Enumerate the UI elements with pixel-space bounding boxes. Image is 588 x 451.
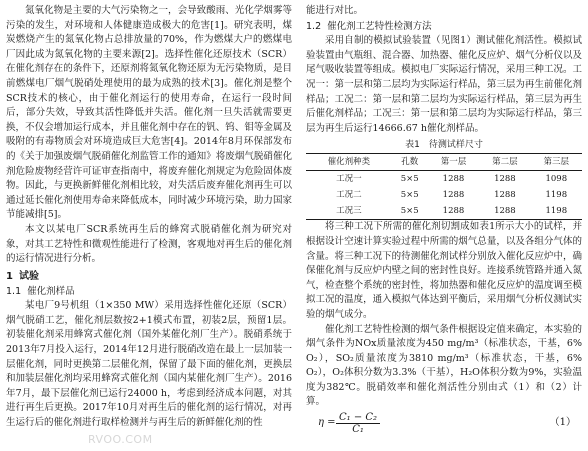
table-cell: 5×5 — [400, 174, 419, 185]
table-header-row — [306, 154, 582, 171]
site-watermark: RVOO.COM — [88, 433, 153, 446]
table-cell: 1288 — [442, 206, 465, 217]
intro-paragraph: 氮氧化物是主要的大气污染物之一，会导致酸雨、光化学烟雾等污染的发生，对环境和人体健康造成极大的危害[1]。研究表明，煤炭燃烧产生的氮氧化物占总排放量的70%，作为燃煤大户的燃煤电厂因此成为氮氧化物的主要来源[2]。选择性催化还原技术（SCR）在催化剂存在的条件下，还原剂将氮氧化物还原为无污染物质，是目前燃煤电厂烟气脱硝处理使用的最为成熟的技术[3]。催化剂是整个SCR技术的核心，由于催化剂运行的使用寿命，在运行一段时间后，部分失效，导致其活性降低并失活。催化剂一旦失活就需要更换，不仅会增加运行成本，并且催化剂中存在的钒、钨、钼等金属及吸附的有毒物质会对环境造成巨大危害[4]。2014年8月环保部发布的《关于加强废烟气脱硝催化剂监管工作的通知》将废烟气脱硝催化剂危险废物经营许可证审查指南中，将废弃催化剂规定为危险固体废物。因此，与更换新鲜催化剂相比较，对失活后废弃催化剂再生可以通过延长催化剂使用寿命来降低成本，同时减少环境污染，助力国家节能减排[5]。 — [6, 5, 292, 221]
subsection-title: 催化剂样品 — [27, 285, 75, 297]
table-row — [306, 187, 582, 203]
table-header-cell: 孔数 — [401, 157, 419, 168]
table-row — [306, 203, 582, 220]
table-cell: 1098 — [545, 174, 568, 185]
table-header-cell: 催化剂种类 — [327, 157, 371, 168]
method-paragraph: 采用自制的模拟试验装置（见图1）测试催化剂活性。模拟试验装置由气瓶组、混合器、加热器、催化反应炉、烟气分析仪以及尾气吸收装置等组成。模拟电厂实际运行情况，采用三种工况。工况一：第一层和第二层均为实际运行样品，第三层为再生前催化剂样品；工况二：第一层和第二层均为实际运行样品，第三层为再生后催化剂样品；工况三：第一层和第二层均为实际运行样品，第三层为再生后运行14666.67 h催化剂样品。 — [306, 35, 582, 134]
subsection-title: 催化剂工艺特性检测方法 — [327, 20, 432, 32]
right-column — [306, 4, 582, 434]
subsection-heading-methods — [306, 20, 582, 35]
table-cell: 5×5 — [400, 206, 419, 217]
study-scope-paragraph: 本文以某电厂SCR系统再生后的蜂窝式脱硝催化剂为研究对象，对其工艺特性和微观性能进行了检测，客观地对再生后的催化剂的运行情况进行分析。 — [6, 223, 292, 265]
table-cell: 1288 — [494, 206, 516, 217]
formula-lhs: η = — [318, 417, 336, 429]
formula-fraction — [336, 412, 380, 435]
continued-paragraph: 能进行对比。 — [306, 5, 364, 16]
table-cell: 1288 — [494, 174, 516, 185]
subsection-number: 1.1 — [6, 285, 22, 297]
formula-numerator: C₁ − C₂ — [336, 412, 380, 424]
table-cell: 1198 — [545, 190, 568, 201]
subsection-number: 1.2 — [306, 20, 322, 32]
table-cell: 1288 — [494, 190, 516, 201]
sample-description-paragraph: 某电厂9号机组（1×350 MW）采用选择性催化还原（SCR）烟气脱硝工艺，催化剂层数按2+1模式布置，初装2层，预留1层。初装催化剂采用蜂窝式催化剂（国外某催化剂厂生产）。脱硝系统于2013年7月投入运行，2014年12月进行脱硝改造在最上一层加装一层催化剂，同时更换第二层催化剂，保留了最下面的催化剂，更换层和加装层催化剂均采用蜂窝式催化剂（国内某催化剂厂生产）。2016年7月，最下层催化剂已运行24000 h，考虑到经济成本问题，对其进行再生后更换。2017年10月对再生后的催化剂的运行情况，对再生运行后的催化剂进行取样检测并与再生后的新鲜催化剂的性 — [6, 300, 292, 429]
section-heading-experiment — [6, 269, 292, 284]
section-number: 1 — [6, 270, 13, 282]
table-caption: 表1 待测试样尺寸 — [405, 140, 483, 151]
section-title: 试验 — [18, 270, 39, 282]
table-cell: 5×5 — [400, 190, 419, 201]
efficiency-formula — [306, 412, 582, 434]
formula-denominator: C₁ — [352, 424, 364, 436]
table-cell: 1288 — [442, 190, 465, 201]
flue-gas-conditions-paragraph: 催化剂工艺特性检测的烟气条件根据设定值来确定，本实验的烟气条件为NOx质量浓度为450 mg/m³（标准状态，干基，6% O₂），SO₂质量浓度为3810 mg/m³（标准状态，干基，6% O₂），O₂体积分数为3.3%（干基），H₂O体积分数为9%，实验温度为382℃。脱硝效率和催化剂活性分别由式（1）和（2）计算。 — [306, 323, 582, 408]
table-cell: 1288 — [442, 174, 465, 185]
formula-symbol: η — [318, 417, 324, 429]
table-cell: 工况二 — [336, 190, 362, 201]
equation-number: （1） — [549, 417, 576, 429]
sample-size-table — [306, 153, 582, 220]
table-header-cell: 第二层 — [492, 157, 518, 168]
procedure-paragraph: 将三种工况下所需的催化剂切割成如表1所示大小的试样，并根据设计空速计算实验过程中所需的烟气总量，以及各组分气体的含量。将三种工况下的待测催化剂试样分别放入催化反应炉中，确保催化剂与反应炉内壁之间的密封性良好。连接系统管路并通入氮气，检查整个系统的密封性，将加热器和催化反应炉的温度调至模拟工况的温度，通入模拟气体达到平衡后，采用烟气分析仪测试实验的烟气成分。 — [306, 221, 582, 320]
table-cell: 工况一 — [336, 174, 362, 185]
table-row — [306, 171, 582, 188]
table-header-cell: 第一层 — [440, 157, 467, 168]
left-column — [6, 4, 292, 431]
table-cell: 工况三 — [336, 206, 362, 217]
table-header-cell: 第三层 — [543, 157, 570, 168]
table-cell: 1198 — [545, 206, 568, 217]
subsection-heading-samples — [6, 285, 292, 300]
